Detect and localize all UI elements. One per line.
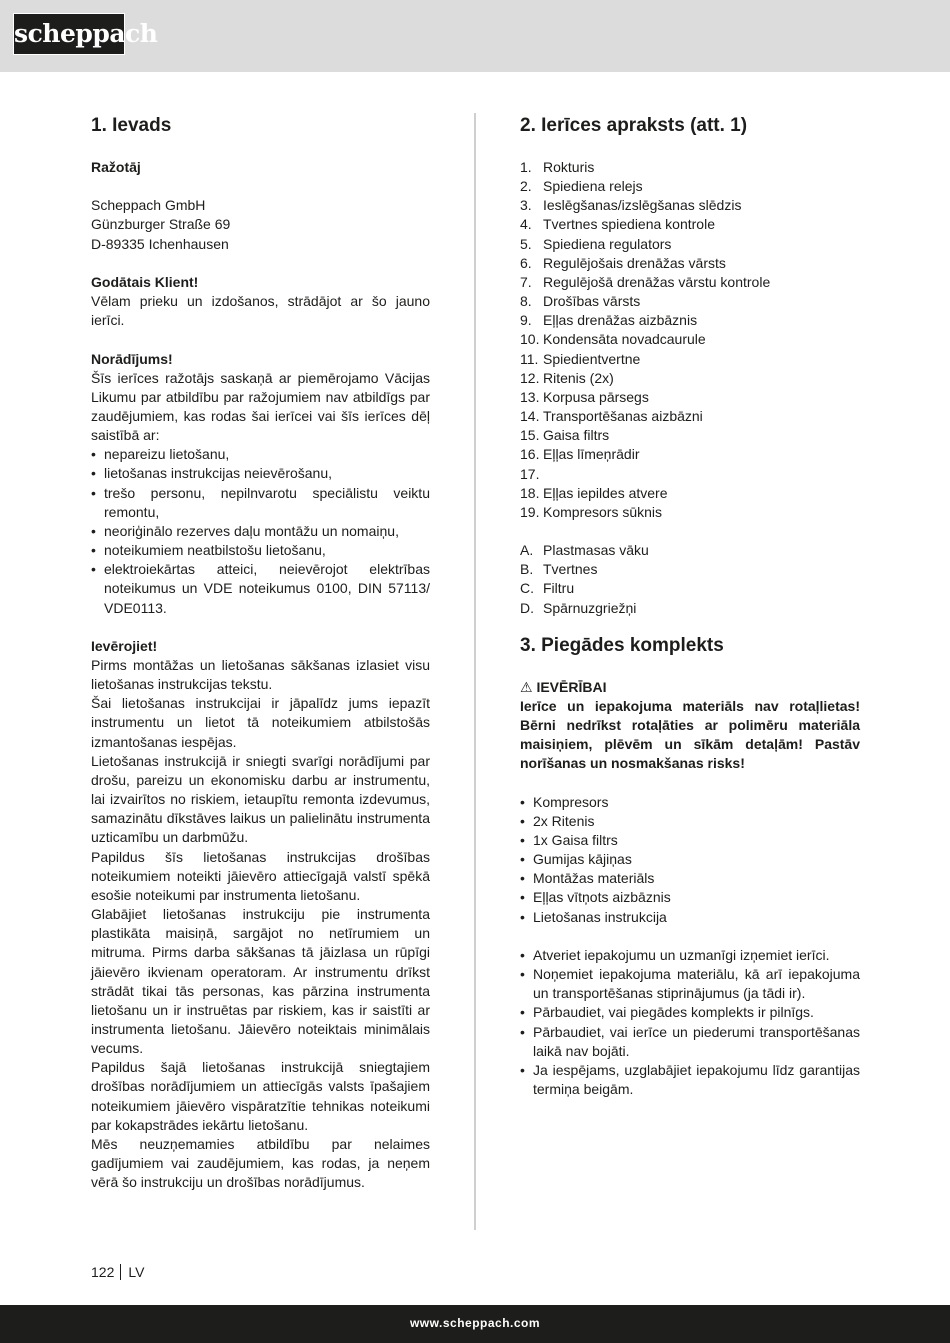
part-label: Eļļas līmeņrādir [543, 446, 640, 463]
part-label: Spiediena regulators [543, 235, 672, 252]
part-number: 13. [520, 388, 540, 405]
left-column [91, 112, 430, 1192]
list-item: • Gumijas kājiņas [520, 850, 860, 869]
list-item: • Pārbaudiet, vai piegādes komplekts ir pilnīgs. [520, 1003, 860, 1022]
section-2-title: 2. Ierīces apraksts (att. 1) [520, 115, 748, 136]
observe-title: Ievērojiet! [91, 637, 158, 654]
part-item [520, 445, 860, 464]
part-item [520, 388, 860, 407]
part-label: Tvertnes spiediena kontrole [543, 216, 715, 233]
note-title: Norādījums! [91, 350, 173, 367]
part-item [520, 330, 860, 349]
list-item: • Atveriet iepakojumu un uzmanīgi izņemiet ierīci. [520, 946, 860, 965]
part-item [520, 599, 860, 618]
part-number: 8. [520, 293, 532, 310]
part-label: Transportēšanas aizbāzni [543, 408, 703, 425]
observe-paragraph: Šai lietošanas instrukcijai ir jāpalīdz jums iepazīt instrumentu un lietot tā noteikumiem atbilstošās izmantošanas iespējas. [91, 695, 430, 750]
observe-paragraph: Mēs neuzņemamies atbildību par nelaimes gadījumiem vai zaudējumiem, kas rodas, ja neņem vērā šo instrukciju un drošības norādījumus. [91, 1135, 430, 1191]
part-label: Regulējošais drenāžas vārsts [543, 254, 726, 271]
part-label: Ritenis (2x) [543, 369, 614, 386]
footer-band [0, 1305, 950, 1343]
part-item [520, 292, 860, 311]
part-number: 19. [520, 503, 540, 520]
part-number: 17. [520, 465, 540, 482]
manufacturer-label: Ražotāj [91, 159, 141, 175]
part-number: D. [520, 599, 534, 616]
part-number: 7. [520, 273, 532, 290]
list-item: • Kompresors [520, 793, 860, 812]
list-item: • trešo personu, nepilnvarotu speciālistu veiktu remontu, [91, 484, 430, 522]
part-label: Korpusa pārsegs [543, 388, 649, 405]
observe-paragraph: Pirms montāžas un lietošanas sākšanas izlasiet visu lietošanas instrukcijas tekstu. [91, 657, 430, 693]
part-label: Eļļas drenāžas aizbāznis [543, 312, 698, 329]
part-item [520, 215, 860, 234]
part-number: A. [520, 542, 534, 559]
part-number: 4. [520, 216, 532, 233]
part-item [520, 273, 860, 292]
scheppach-logo: scheppach [13, 13, 125, 55]
list-item: • Noņemiet iepakojuma materiālu, kā arī iepakojuma un transportēšanas stiprinājumus (ja tādi ir). [520, 965, 860, 1003]
part-number: 2. [520, 178, 532, 195]
greeting-title: Godātais Klient! [91, 273, 199, 290]
observe-paragraph: Lietošanas instrukcijā ir sniegti svarīgi norādījumi par drošu, pareizu un ekonomisku darbu ar instrumentu, lai izvairītos no riskiem, ietaupītu remonta izdevumus, samazinātu dīkstāves laikus un palielinātu instrumenta uzticamību un darbmūžu. [91, 752, 430, 846]
list-item: • noteikumiem neatbilstošu lietošanu, [91, 541, 430, 560]
list-item: • nepareizu lietošanu, [91, 445, 430, 464]
part-item [520, 177, 860, 196]
observe-paragraph: Papildus šīs lietošanas instrukcijas drošības noteikumiem noteikti jāievēro attiecīgajā valstī spēkā esošie noteikumi par instrumenta lietošanu. [91, 848, 430, 903]
note-text: Šīs ierīces ražotājs saskaņā ar piemērojamo Vācijas Likumu par atbildību par ražojumiem nav atbildīgs par zaudējumiem, kas rodas šai ierīcei vai šīs ierīces dēļ saistībā ar: [91, 369, 430, 444]
unpack-list [520, 946, 860, 1099]
part-item [520, 311, 860, 330]
list-item: • elektroiekārtas atteici, neievērojot elektrības noteikumus un VDE noteikumus 0100, DIN 57113/ VDE0113. [91, 560, 430, 617]
part-item [520, 254, 860, 273]
part-label: Regulējošā drenāžas vārstu kontrole [543, 273, 771, 290]
footer-separator [120, 1264, 121, 1280]
list-item: • 2x Ritenis [520, 812, 860, 831]
part-label: Gaisa filtrs [543, 427, 610, 444]
part-label: Tvertnes [543, 561, 598, 578]
part-label: Drošības vārsts [543, 293, 641, 310]
part-label: Rokturis [543, 159, 595, 175]
page-number: 122 [91, 1264, 115, 1280]
scope-list [520, 793, 860, 927]
part-number: 5. [520, 235, 532, 252]
column-divider [474, 113, 476, 1230]
language-code: LV [128, 1264, 145, 1280]
part-item [520, 541, 860, 560]
part-label: Spārnuzgriežņi [543, 599, 637, 616]
part-label: Spiediena relejs [543, 178, 643, 195]
observe-paragraph: Papildus šajā lietošanas instrukcijā sniegtajiem drošības norādījumiem un attiecīgās valsts īpašajiem noteikumiem jāievēro vispāratzītie tehnikas noteikumi par kokapstrādes iekārtu lietošanu. [91, 1059, 430, 1133]
list-item: • neoriģinālo rezerves daļu montāžu un nomaiņu, [91, 522, 430, 541]
list-item: • Montāžas materiāls [520, 869, 860, 888]
parts-list [520, 158, 860, 522]
list-item: • Eļļas vītņots aizbāznis [520, 888, 860, 907]
part-number: 15. [520, 427, 540, 444]
part-item [520, 350, 860, 369]
part-number: C. [520, 580, 534, 597]
address-line: D-89335 Ichenhausen [91, 235, 229, 252]
list-item: • 1x Gaisa filtrs [520, 831, 860, 850]
header-band [0, 0, 950, 72]
part-number: 3. [520, 197, 532, 214]
list-item: • lietošanas instrukcijas neievērošanu, [91, 464, 430, 483]
part-item [520, 560, 860, 579]
part-item [520, 503, 860, 522]
section-1-title: 1. Ievads [91, 115, 172, 136]
greeting-text: Vēlam prieku un izdošanos, strādājot ar šo jauno ierīci. [91, 293, 430, 329]
page-footer [91, 1263, 144, 1282]
section-3-title: 3. Piegādes komplekts [520, 634, 724, 656]
part-number: 11. [520, 350, 539, 367]
part-number: 14. [520, 408, 540, 425]
part-item [520, 158, 860, 177]
part-item [520, 235, 860, 254]
part-label: Kondensāta novadcaurule [543, 331, 706, 348]
part-number: 6. [520, 254, 532, 271]
part-label: Filtru [543, 580, 575, 597]
note-list [91, 445, 430, 617]
right-column [520, 112, 860, 1099]
part-label: Kompresors sūknis [543, 503, 663, 520]
address-line: Günzburger Straße 69 [91, 216, 231, 233]
part-label: Ieslēgšanas/izslēgšanas slēdzis [543, 197, 742, 214]
part-number: 18. [520, 484, 540, 501]
list-item: • Ja iespējams, uzglabājiet iepakojumu līdz garantijas termiņa beigām. [520, 1061, 860, 1099]
address-line: Scheppach GmbH [91, 197, 206, 214]
part-item [520, 407, 860, 426]
part-label: Plastmasas vāku [543, 542, 649, 559]
part-number: 12. [520, 369, 540, 386]
warning-title: ⚠ IEVĒRĪBAI [520, 678, 607, 695]
part-item [520, 484, 860, 503]
part-item [520, 465, 860, 484]
list-item: • Lietošanas instrukcija [520, 908, 860, 927]
part-number: 16. [520, 446, 540, 463]
part-number: 9. [520, 312, 532, 329]
part-label: Eļļas iepildes atvere [543, 484, 668, 501]
part-item [520, 579, 860, 598]
list-item: • Pārbaudiet, vai ierīce un piederumi transportēšanas laikā nav bojāti. [520, 1023, 860, 1061]
part-item [520, 369, 860, 388]
part-number: 10. [520, 331, 540, 348]
part-label: Spiedientvertne [543, 350, 641, 367]
part-item [520, 426, 860, 445]
parts-letter-list [520, 541, 860, 618]
warning-text: Ierīce un iepakojuma materiāls nav rotaļlietas! Bērni nedrīkst rotaļāties ar polimēru materiāla maisiņiem, plēvēm un sīkām detaļām! Pastāv norīšanas un nosmakšanas risks! [520, 697, 860, 772]
part-number: 1. [520, 159, 532, 175]
part-item [520, 196, 860, 215]
part-number: B. [520, 561, 534, 578]
website-link[interactable]: www.scheppach.com [409, 1316, 541, 1330]
observe-paragraph: Glabājiet lietošanas instrukciju pie instrumenta plastikāta maisiņā, sargājot no netīrumiem un mitruma. Pirms darba sākšanas tā jāizlasa un rūpīgi jāievēro ikvienam operatoram. Ar instrumentu drīkst strādāt tikai tās personas, kas pārzina instrumenta lietošanu un ir instruētas par riskiem, kas ir saistīti ar instrumenta lietošanu. Jāievēro noteiktais minimālais vecums. [91, 906, 430, 1057]
